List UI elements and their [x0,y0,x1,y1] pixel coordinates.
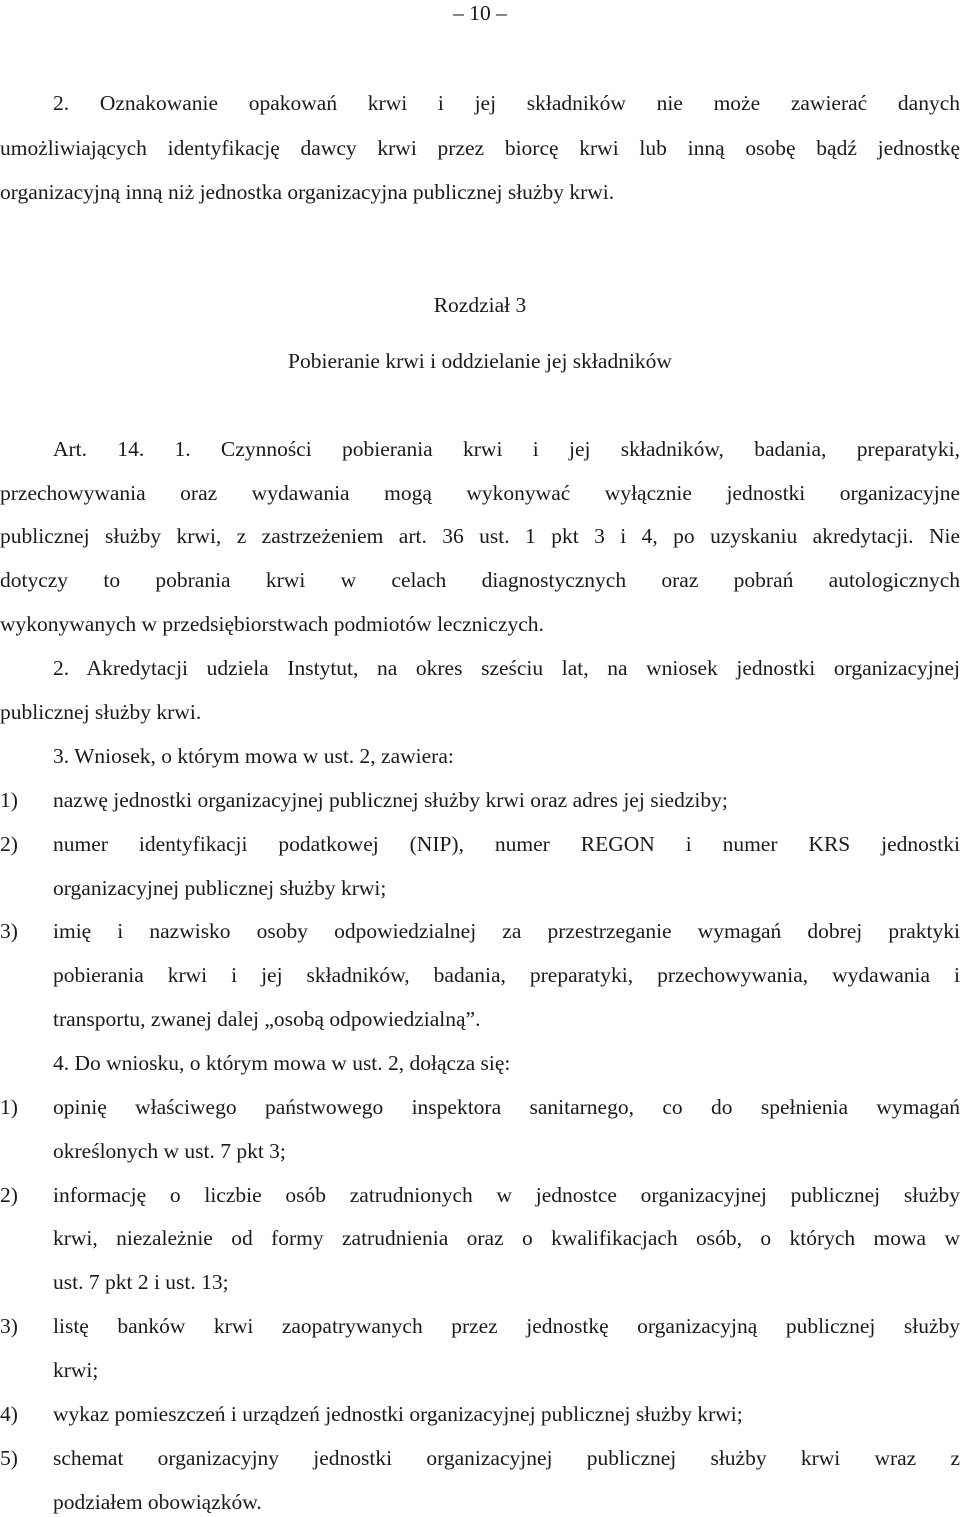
list-number: 3) [0,1314,18,1338]
list-item-line: ust. 7 pkt 2 i ust. 13; [53,1270,229,1294]
list-item-line: krwi; [53,1358,99,1382]
list-number: 1) [0,788,18,812]
subsection-intro: 3. Wniosek, o którym mowa w ust. 2, zawiera: [53,744,454,768]
article-line: Art. 14. 1. Czynności pobierania krwi i jej składników, badania, preparatyki, [53,437,960,461]
list-item-line: pobierania krwi i jej składników, badania, preparatyki, przechowywania, wydawania i [53,963,960,987]
list-item-line: podziałem obowiązków. [53,1490,262,1514]
list-item-line: opinię właściwego państwowego inspektora sanitarnego, co do spełnienia wymagań [53,1095,960,1119]
list-item-line: krwi, niezależnie od formy zatrudnienia oraz o kwalifikacjach osób, o których mowa w [53,1226,960,1250]
article-line: wykonywanych w przedsiębiorstwach podmiotów leczniczych. [0,612,544,636]
list-item-line: numer identyfikacji podatkowej (NIP), numer REGON i numer KRS jednostki [53,832,960,856]
page-number: – 10 – [453,1,507,25]
article-line: przechowywania oraz wydawania mogą wykonywać wyłącznie jednostki organizacyjne [0,481,960,505]
list-item-line: imię i nazwisko osoby odpowiedzialnej za przestrzeganie wymagań dobrej praktyki [53,919,960,943]
chapter-title: Pobieranie krwi i oddzielanie jej składników [288,349,672,373]
list-number: 3) [0,919,18,943]
subsection-intro: 4. Do wniosku, o którym mowa w ust. 2, dołącza się: [53,1051,511,1075]
list-item-line: schemat organizacyjny jednostki organizacyjnej publicznej służby krwi wraz z [53,1446,960,1470]
list-number: 2) [0,832,18,856]
article-line: publicznej służby krwi. [0,700,202,724]
list-number: 5) [0,1446,18,1470]
paragraph-line: 2. Oznakowanie opakowań krwi i jej składników nie może zawierać danych [53,91,960,115]
article-line: dotyczy to pobrania krwi w celach diagnostycznych oraz pobrań autologicznych [0,568,960,592]
list-number: 2) [0,1183,18,1207]
list-item-line: wykaz pomieszczeń i urządzeń jednostki organizacyjnej publicznej służby krwi; [53,1402,743,1426]
list-item-line: określonych w ust. 7 pkt 3; [53,1139,286,1163]
list-item-line: organizacyjnej publicznej służby krwi; [53,876,387,900]
list-item-line: listę banków krwi zaopatrywanych przez jednostkę organizacyjną publicznej służby [53,1314,960,1338]
article-line: publicznej służby krwi, z zastrzeżeniem art. 36 ust. 1 pkt 3 i 4, po uzyskaniu akredytacji. Nie [0,524,960,548]
list-number: 4) [0,1402,18,1426]
list-number: 1) [0,1095,18,1119]
list-item-line: informację o liczbie osób zatrudnionych w jednostce organizacyjnej publicznej służby [53,1183,960,1207]
list-item-line: transportu, zwanej dalej „osobą odpowiedzialną”. [53,1007,481,1031]
paragraph-line: organizacyjną inną niż jednostka organizacyjna publicznej służby krwi. [0,180,615,204]
article-line: 2. Akredytacji udziela Instytut, na okres sześciu lat, na wniosek jednostki organizacyjnej [53,656,960,680]
list-item-line: nazwę jednostki organizacyjnej publicznej służby krwi oraz adres jej siedziby; [53,788,728,812]
chapter-heading: Rozdział 3 [433,293,527,317]
paragraph-line: umożliwiających identyfikację dawcy krwi przez biorcę krwi lub inną osobę bądź jednostkę [0,136,960,160]
